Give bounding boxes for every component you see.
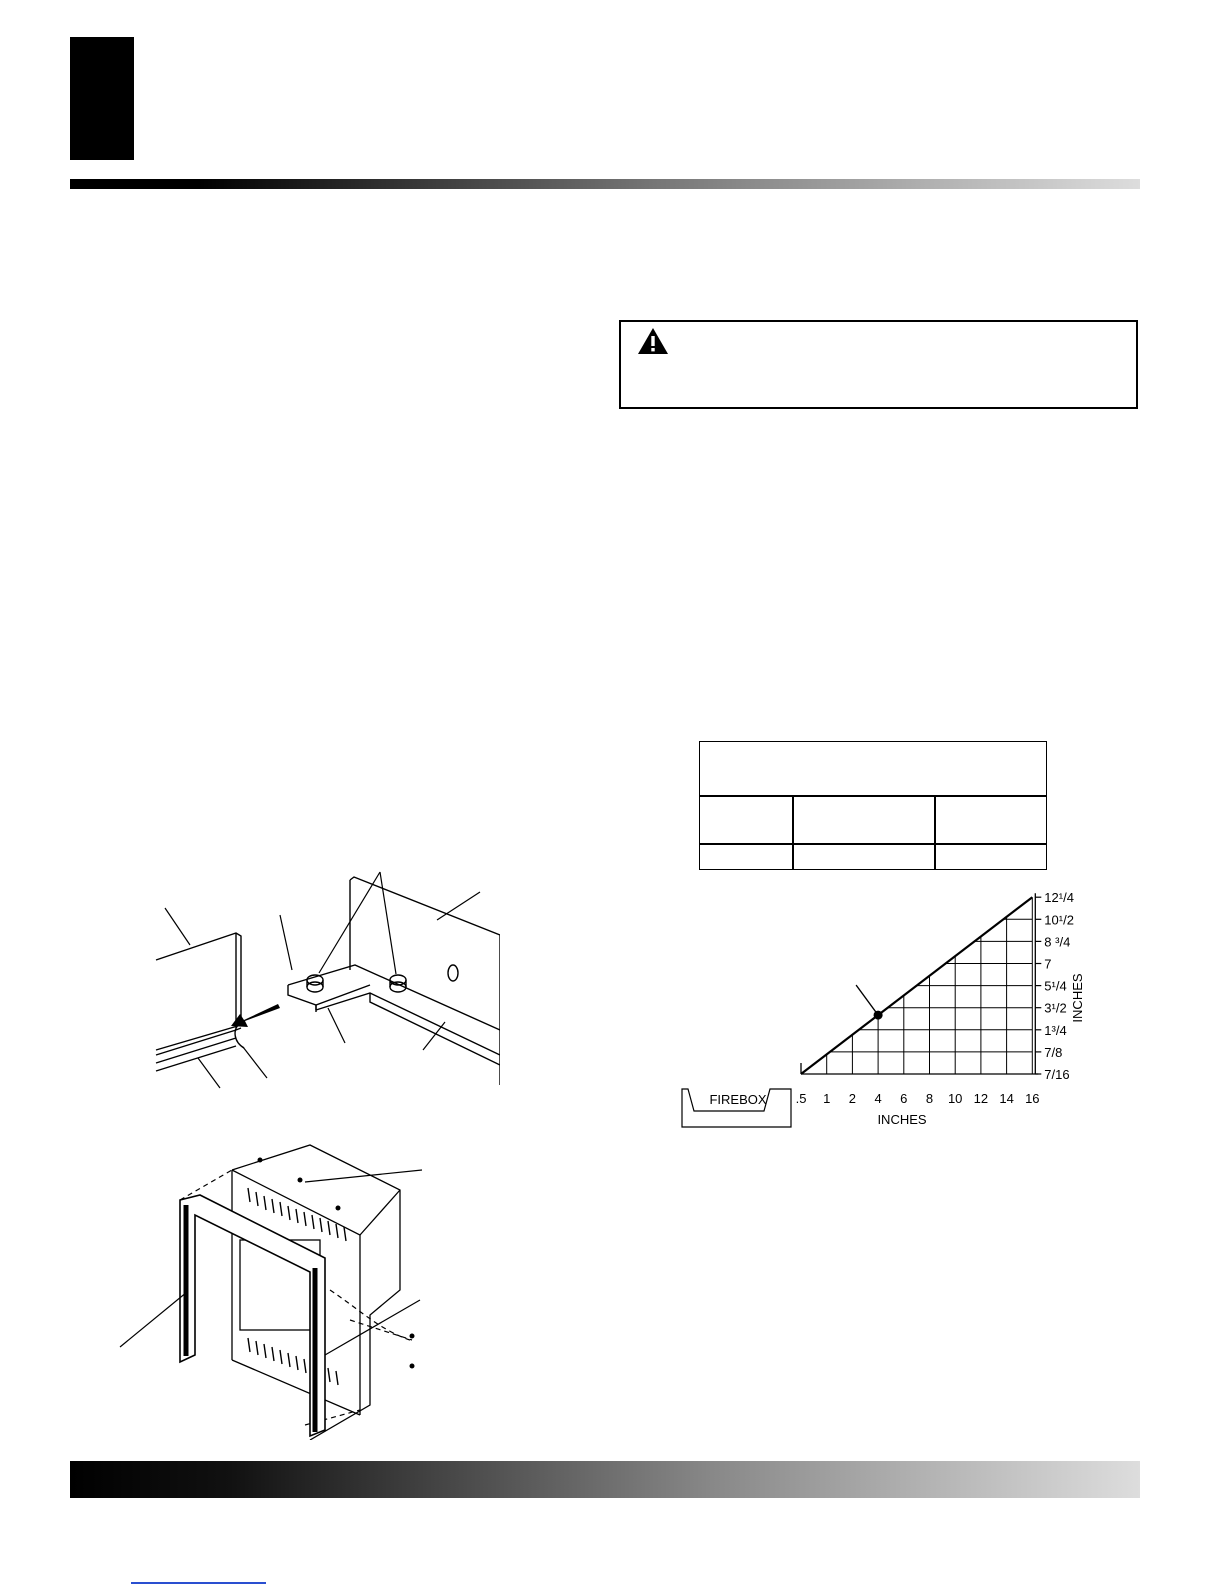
x-tick-label: .5 [795, 1091, 807, 1106]
table-divider [700, 843, 1046, 845]
clearance-chart [670, 885, 1090, 1135]
marker-leader [856, 985, 878, 1015]
table-divider [700, 795, 1046, 797]
y-tick-label: 8 ³/4 [1044, 934, 1071, 950]
x-tick-label: 6 [900, 1091, 908, 1106]
x-tick-label: 2 [848, 1091, 857, 1106]
x-tick-label: 14 [999, 1091, 1014, 1106]
warning-box [619, 320, 1138, 409]
header-rule [70, 179, 1140, 189]
x-axis-label: INCHES [877, 1112, 927, 1127]
y-tick-label: 1³/4 [1044, 1022, 1067, 1038]
vent-slots [248, 1188, 346, 1385]
frame-piece [180, 1195, 325, 1436]
table-divider [934, 795, 936, 869]
firebox-label: FIREBOX [709, 1092, 767, 1107]
spec-table [699, 741, 1047, 870]
frame-illustration [100, 1140, 440, 1440]
bracket-illustration [140, 860, 500, 1100]
y-tick-label: 10¹/2 [1044, 912, 1074, 928]
direction-arrow-icon [231, 1004, 280, 1027]
y-tick-label: 5¹/4 [1044, 978, 1067, 994]
x-tick-labels [796, 1091, 1040, 1106]
x-tick-label: 8 [925, 1091, 934, 1106]
y-tick-label: 12¹/4 [1044, 890, 1074, 906]
x-tick-label: 4 [874, 1091, 882, 1106]
footer-band [70, 1461, 1140, 1498]
x-tick-label: 12 [973, 1091, 989, 1106]
x-tick-label: 10 [947, 1091, 963, 1106]
y-tick-label: 7 [1044, 956, 1052, 972]
y-tick-label: 7/8 [1044, 1044, 1063, 1060]
x-tick-label: 16 [1025, 1091, 1040, 1106]
y-tick-label: 3¹/2 [1044, 1000, 1067, 1016]
y-axis-label: INCHES [1070, 973, 1085, 1023]
x-tick-label: 1 [823, 1091, 831, 1106]
warning-triangle-icon [637, 327, 669, 355]
link-underline[interactable] [131, 1582, 266, 1584]
table-divider [792, 795, 794, 869]
section-tab-block [70, 37, 134, 160]
y-tick-label: 7/16 [1044, 1067, 1070, 1082]
